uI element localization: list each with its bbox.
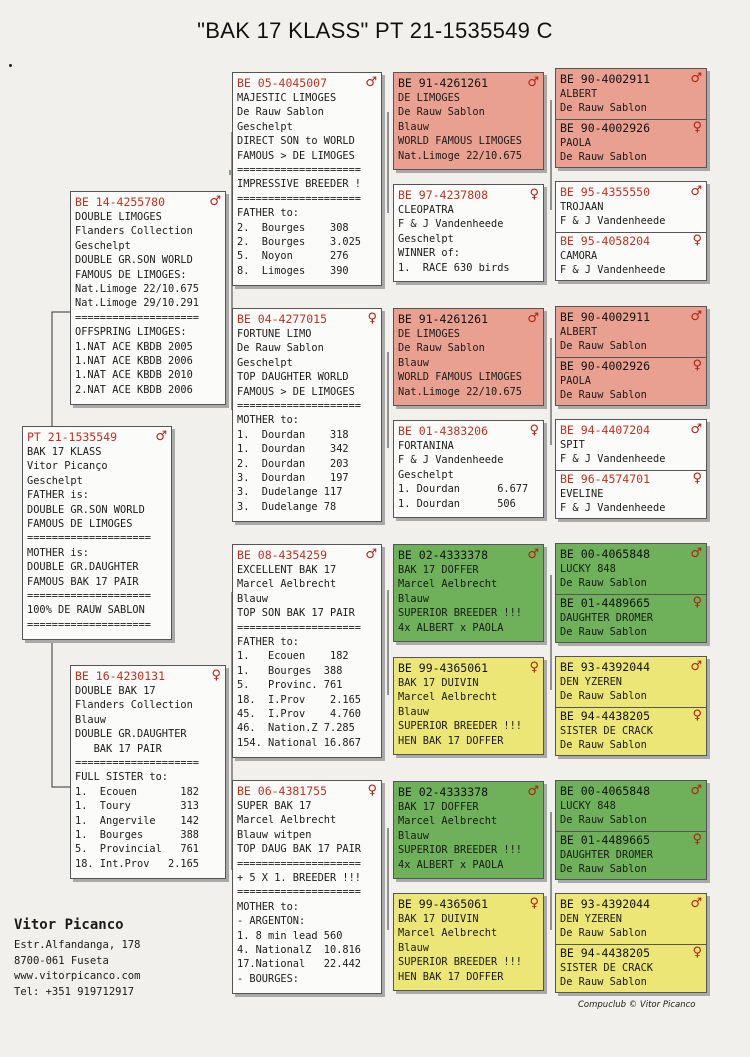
- ring-header: [560, 471, 702, 487]
- pedigree-text-line: FATHER to:: [237, 636, 299, 649]
- pigeon-card[interactable]: [22, 426, 172, 640]
- ring-header: [560, 708, 702, 724]
- pedigree-text-line: SUPERIOR BREEDER !!!: [398, 720, 522, 733]
- pedigree-text-line: F & J Vandenheede: [398, 454, 504, 467]
- separator-line: ====================: [237, 192, 361, 205]
- pedigree-text-line: SPIT: [560, 439, 585, 451]
- ring-header: [398, 311, 539, 327]
- pedigree-text-line: 4. NationalZ 10.816: [237, 944, 361, 957]
- ring-number: BE 96-4574701: [560, 471, 651, 486]
- ring-header: [560, 659, 702, 675]
- pedigree-text-line: BAK 17 DUIVIN: [398, 677, 479, 689]
- male-icon: ♂: [690, 658, 702, 674]
- female-icon: ♀: [692, 944, 702, 960]
- pedigree-text-line: DOUBLE GR.DAUGHTER: [75, 728, 187, 741]
- pigeon-card[interactable]: [232, 780, 382, 994]
- pigeon-pair-card[interactable]: [555, 68, 707, 168]
- page-title: "BAK 17 KLASS" PT 21-1535549 C: [197, 18, 553, 43]
- ring-header: [75, 194, 221, 210]
- pedigree-text-line: De Rauw Sablon: [560, 863, 647, 876]
- pedigree-text-line: PAOLA: [560, 136, 591, 149]
- pedigree-text-line: F & J Vandenheede: [560, 453, 666, 466]
- pedigree-text-line: 18. Int.Prov 2.165: [75, 857, 199, 870]
- pedigree-text-line: TOP SON BAK 17 PAIR: [237, 607, 355, 620]
- pedigree-text-line: BAK 17 DOFFER: [398, 801, 479, 813]
- ring-header: [398, 660, 539, 676]
- pedigree-text-line: SUPERIOR BREEDER !!!: [398, 844, 522, 857]
- ring-header: [560, 546, 702, 562]
- pedigree-text-line: BAK 17 DOFFER: [398, 564, 479, 576]
- pedigree-text-line: F & J Vandenheede: [560, 502, 666, 515]
- pedigree-text-line: F & J Vandenheede: [560, 264, 666, 277]
- ring-header: [560, 120, 702, 136]
- pedigree-text-line: WORLD FAMOUS LIMOGES: [398, 135, 522, 148]
- male-icon: ♂: [690, 895, 702, 911]
- pedigree-text-line: DOUBLE GR.SON WORLD: [27, 503, 145, 516]
- ring-number: BE 02-4333378: [398, 784, 489, 799]
- pedigree-text-line: 1. Dourdan 318: [237, 428, 349, 441]
- ring-number: BE 94-4438205: [560, 708, 651, 723]
- female-icon: ♀: [367, 782, 377, 798]
- pedigree-text-line: DOUBLE LIMOGES: [75, 211, 162, 223]
- pedigree-text-line: BAK 17 DUIVIN: [398, 913, 479, 925]
- separator-line: ====================: [237, 164, 361, 177]
- pedigree-text-line: FAMOUS > DE LIMOGES: [237, 149, 355, 162]
- ring-number: BE 00-4065848: [560, 783, 651, 798]
- pedigree-text-line: De Rauw Sablon: [560, 739, 647, 752]
- female-icon: ♀: [692, 707, 702, 723]
- ring-header: [398, 187, 539, 203]
- ring-header: [560, 233, 702, 249]
- ring-header: [27, 429, 167, 445]
- male-icon: ♂: [690, 782, 702, 798]
- separator-line: ====================: [75, 757, 199, 770]
- pedigree-text-line: 2. Bourges 3.025: [237, 236, 361, 249]
- pigeon-card[interactable]: [232, 308, 382, 522]
- separator-line: ====================: [27, 618, 151, 631]
- ring-number: BE 14-4255780: [75, 194, 166, 209]
- pedigree-text-line: FATHER to:: [237, 207, 299, 220]
- ring-number: BE 04-4277015: [237, 311, 328, 326]
- pedigree-text-line: FAMOUS DE LIMOGES:: [75, 268, 187, 281]
- pedigree-text-line: FULL SISTER to:: [75, 771, 168, 784]
- female-icon: ♀: [692, 357, 702, 373]
- pigeon-card[interactable]: [393, 420, 544, 518]
- pedigree-text-line: De Rauw Sablon: [560, 577, 647, 590]
- male-icon: ♂: [690, 70, 702, 86]
- pedigree-text-line: ALBERT: [560, 88, 598, 100]
- pedigree-text-line: Blauw: [398, 705, 429, 718]
- pedigree-text-line: Nat.Limoge 22/10.675: [75, 283, 199, 296]
- ring-number: BE 90-4002926: [560, 120, 651, 135]
- pedigree-text-line: Blauw witpen: [237, 828, 312, 841]
- pedigree-text-line: 2. Bourges 308: [237, 221, 349, 234]
- pedigree-text-line: Marcel Aelbrecht: [398, 691, 498, 704]
- pedigree-text-line: DEN YZEREN: [560, 913, 622, 925]
- pedigree-text-line: 1.NAT ACE KBDB 2006: [75, 355, 193, 368]
- address-line: 8700-061 Fuseta: [14, 954, 109, 967]
- pedigree-text-line: De Rauw Sablon: [560, 340, 647, 353]
- pedigree-text-line: CLEOPATRA: [398, 204, 454, 216]
- pedigree-text-line: LUCKY 848: [560, 800, 616, 812]
- pedigree-text-line: DEN YZEREN: [560, 676, 622, 688]
- male-icon: ♂: [527, 74, 539, 90]
- pedigree-text-line: SUPERIOR BREEDER !!!: [398, 607, 522, 620]
- pedigree-text-line: EVELINE: [560, 487, 604, 500]
- breeder-address: [14, 938, 140, 1000]
- ring-header: [75, 668, 221, 684]
- pedigree-text-line: Nat.Limoge 22/10.675: [398, 149, 522, 162]
- ring-header: [398, 75, 539, 91]
- ring-number: BE 90-4002911: [560, 309, 651, 324]
- pedigree-text-line: Blauw: [398, 120, 429, 133]
- pedigree-text-line: Blauw: [237, 592, 268, 605]
- pedigree-text-line: SUPERIOR BREEDER !!!: [398, 956, 522, 969]
- pedigree-text-line: 1.NAT ACE KBDB 2010: [75, 369, 193, 382]
- pedigree-text-line: 46. Nation.Z 7.285: [237, 722, 355, 735]
- pedigree-text-line: FORTUNE LIMO: [237, 328, 312, 340]
- pedigree-text-line: SISTER DE CRACK: [560, 961, 653, 974]
- pedigree-text-line: 5. Noyon 276: [237, 250, 349, 263]
- pedigree-text-line: De Rauw Sablon: [560, 626, 647, 639]
- ring-number: BE 93-4392044: [560, 896, 651, 911]
- pedigree-text-line: Geschelpt: [237, 120, 293, 133]
- pigeon-card[interactable]: [70, 191, 226, 405]
- pedigree-text-line: De Rauw Sablon: [560, 927, 647, 940]
- pedigree-text-line: F & J Vandenheede: [398, 218, 504, 231]
- ring-number: BE 05-4045007: [237, 75, 328, 90]
- pedigree-text-line: OFFSPRING LIMOGES:: [75, 326, 187, 339]
- pigeon-card[interactable]: [393, 657, 544, 755]
- pedigree-text-line: Marcel Aelbrecht: [398, 578, 498, 591]
- pedigree-text-line: De Rauw Sablon: [398, 342, 485, 355]
- pedigree-text-line: Marcel Aelbrecht: [398, 815, 498, 828]
- separator-line: ====================: [237, 400, 361, 413]
- ring-header: [237, 783, 377, 799]
- pedigree-text-line: - BOURGES:: [237, 972, 299, 985]
- ring-header: [398, 784, 539, 800]
- pedigree-text-line: De Rauw Sablon: [398, 106, 485, 119]
- ring-number: BE 01-4383206: [398, 423, 489, 438]
- pedigree-text-line: 1. Toury 313: [75, 800, 199, 813]
- pedigree-text-line: 1. Ecouen 182: [237, 650, 349, 663]
- pedigree-text-line: DAUGHTER DROMER: [560, 848, 653, 861]
- separator-line: ====================: [237, 621, 361, 634]
- pedigree-text-line: MOTHER to:: [237, 900, 299, 913]
- phone-number: Tel: +351 919712917: [14, 985, 135, 998]
- separator-line: ====================: [237, 857, 361, 870]
- pedigree-text-line: TOP DAUG BAK 17 PAIR: [237, 843, 361, 856]
- pedigree-text-line: De Rauw Sablon: [237, 106, 324, 119]
- pigeon-pair-card[interactable]: [555, 419, 707, 519]
- separator-line: ====================: [237, 886, 361, 899]
- male-icon: ♂: [365, 546, 377, 562]
- male-icon: ♂: [527, 783, 539, 799]
- female-icon: ♀: [692, 831, 702, 847]
- ring-header: [560, 595, 702, 611]
- ring-number: BE 16-4230131: [75, 668, 166, 683]
- pedigree-text-line: DOUBLE GR.DAUGHTER: [27, 561, 139, 574]
- pedigree-text-line: DAUGHTER DROMER: [560, 611, 653, 624]
- footer-credit: Compuclub © Vitor Picanco: [578, 1000, 696, 1010]
- pedigree-text-line: Blauw: [398, 829, 429, 842]
- pedigree-text-line: Geschelpt: [27, 474, 83, 487]
- pigeon-card[interactable]: [393, 72, 544, 170]
- pedigree-text-line: SUPER BAK 17: [237, 800, 312, 812]
- pedigree-text-line: 4x ALBERT x PAOLA: [398, 858, 504, 871]
- pedigree-text-line: De Rauw Sablon: [560, 814, 647, 827]
- male-icon: ♂: [365, 74, 377, 90]
- pigeon-pair-card[interactable]: [555, 543, 707, 643]
- breeder-name: Vitor Picanco: [14, 917, 124, 933]
- male-icon: ♂: [209, 193, 221, 209]
- pedigree-text-line: LUCKY 848: [560, 563, 616, 575]
- pedigree-text-line: Nat.Limoge 29/10.291: [75, 297, 199, 310]
- pedigree-text-line: + 5 X 1. BREEDER !!!: [237, 872, 361, 885]
- pedigree-text-line: BAK 17 PAIR: [75, 742, 162, 755]
- pedigree-text-line: 5. Provincial 761: [75, 843, 199, 856]
- pigeon-pair-card[interactable]: [555, 181, 707, 281]
- pedigree-text-line: Vitor Picanço: [27, 460, 108, 473]
- ring-number: BE 01-4489665: [560, 595, 651, 610]
- pedigree-text-line: 1. Angervile 142: [75, 814, 199, 827]
- ring-header: [560, 71, 702, 87]
- ring-header: [560, 184, 702, 200]
- pedigree-text-line: Flanders Collection: [75, 699, 193, 712]
- female-icon: ♀: [211, 667, 221, 683]
- ring-number: BE 99-4365061: [398, 896, 489, 911]
- ring-number: BE 02-4333378: [398, 547, 489, 562]
- pedigree-text-line: 1. 8 min lead 560: [237, 929, 343, 942]
- pedigree-text-line: WINNER of:: [398, 247, 460, 260]
- pedigree-text-line: Geschelpt: [398, 468, 454, 481]
- pedigree-text-line: SISTER DE CRACK: [560, 724, 653, 737]
- pedigree-text-line: DOUBLE GR.SON WORLD: [75, 254, 193, 267]
- pigeon-card[interactable]: [393, 781, 544, 879]
- pedigree-text-line: 1. RACE 630 birds: [398, 261, 510, 274]
- pedigree-text-line: ALBERT: [560, 326, 598, 338]
- ring-header: [237, 311, 377, 327]
- ring-header: [560, 783, 702, 799]
- pedigree-text-line: MAJESTIC LIMOGES: [237, 92, 337, 104]
- pedigree-text-line: Blauw: [75, 713, 106, 726]
- ring-number: BE 06-4381755: [237, 783, 328, 798]
- pigeon-card[interactable]: [232, 72, 382, 286]
- pedigree-text-line: 18. I.Prov 2.165: [237, 693, 361, 706]
- pedigree-text-line: PAOLA: [560, 374, 591, 387]
- website-link[interactable]: www.vitorpicanco.com: [14, 970, 141, 982]
- pedigree-text-line: 3. Dudelange 78: [237, 500, 337, 513]
- pedigree-text-line: IMPRESSIVE BREEDER !: [237, 178, 361, 191]
- male-icon: ♂: [690, 183, 702, 199]
- pedigree-text-line: 1. Dourdan 6.677: [398, 483, 529, 496]
- pedigree-text-line: BAK 17 KLASS: [27, 446, 102, 458]
- pedigree-text-line: 5. Provinc. 761: [237, 679, 343, 692]
- pedigree-text-line: Marcel Aelbrecht: [237, 814, 337, 827]
- female-icon: ♀: [692, 232, 702, 248]
- pedigree-text-line: 45. I.Prov 4.760: [237, 708, 361, 721]
- female-icon: ♀: [367, 310, 377, 326]
- female-icon: ♀: [529, 422, 539, 438]
- pedigree-text-line: FAMOUS > DE LIMOGES: [237, 385, 355, 398]
- female-icon: ♀: [529, 895, 539, 911]
- ring-header: [398, 547, 539, 563]
- pedigree-text-line: WORLD FAMOUS LIMOGES: [398, 371, 522, 384]
- female-icon: ♀: [692, 470, 702, 486]
- ring-number: BE 91-4261261: [398, 311, 489, 326]
- pedigree-text-line: 100% DE RAUW SABLON: [27, 604, 145, 617]
- pedigree-text-line: Blauw: [398, 941, 429, 954]
- male-icon: ♂: [527, 546, 539, 562]
- pedigree-text-line: Geschelpt: [237, 356, 293, 369]
- pigeon-pair-card[interactable]: [555, 656, 707, 756]
- pedigree-text-line: 1.NAT ACE KBDB 2005: [75, 340, 193, 353]
- pedigree-text-line: De Rauw Sablon: [560, 102, 647, 115]
- ring-header: [560, 945, 702, 961]
- ring-number: BE 95-4058204: [560, 233, 651, 248]
- pedigree-text-line: 2.NAT ACE KBDB 2006: [75, 383, 193, 396]
- separator-line: ====================: [75, 311, 199, 324]
- pedigree-text-line: 1. Ecouen 182: [75, 785, 199, 798]
- pedigree-text-line: 1. Dourdan 506: [398, 497, 516, 510]
- ring-number: BE 97-4237808: [398, 187, 489, 202]
- pigeon-pair-card[interactable]: [555, 893, 707, 993]
- male-icon: ♂: [155, 428, 167, 444]
- pedigree-text-line: 1. Bourges 388: [75, 829, 199, 842]
- pedigree-text-line: HEN BAK 17 DOFFER: [398, 970, 504, 983]
- pedigree-text-line: Nat.Limoge 22/10.675: [398, 385, 522, 398]
- pedigree-text-line: Geschelpt: [75, 239, 131, 252]
- pedigree-text-line: FORTANINA: [398, 440, 454, 452]
- pigeon-pair-card[interactable]: [555, 306, 707, 406]
- male-icon: ♂: [690, 421, 702, 437]
- ring-header: [560, 896, 702, 912]
- ring-number: BE 99-4365061: [398, 660, 489, 675]
- ring-number: PT 21-1535549: [27, 429, 118, 444]
- pigeon-card[interactable]: [393, 544, 544, 642]
- pedigree-text-line: DE LIMOGES: [398, 328, 460, 340]
- ring-header: [560, 422, 702, 438]
- ring-number: BE 93-4392044: [560, 659, 651, 674]
- ring-header: [560, 832, 702, 848]
- female-icon: ♀: [529, 186, 539, 202]
- ring-number: BE 01-4489665: [560, 832, 651, 847]
- female-icon: ♀: [529, 659, 539, 675]
- male-icon: ♂: [690, 308, 702, 324]
- pigeon-card[interactable]: [393, 893, 544, 991]
- pedigree-text-line: De Rauw Sablon: [560, 690, 647, 703]
- ring-number: BE 90-4002911: [560, 71, 651, 86]
- ring-number: BE 08-4354259: [237, 547, 328, 562]
- ring-header: [237, 547, 377, 563]
- pedigree-text-line: Geschelpt: [398, 232, 454, 245]
- pedigree-text-line: De Rauw Sablon: [560, 151, 647, 164]
- pedigree-text-line: EXCELLENT BAK 17: [237, 564, 337, 576]
- pedigree-text-line: 154. National 16.867: [237, 736, 361, 749]
- separator-line: ====================: [27, 532, 151, 545]
- pedigree-text-line: DE LIMOGES: [398, 92, 460, 104]
- pedigree-text-line: Marcel Aelbrecht: [237, 578, 337, 591]
- pigeon-card[interactable]: [70, 665, 226, 879]
- pedigree-text-line: FAMOUS DE LIMOGES: [27, 518, 133, 531]
- pedigree-text-line: HEN BAK 17 DOFFER: [398, 734, 504, 747]
- pigeon-pair-card[interactable]: [555, 780, 707, 880]
- pedigree-text-line: - ARGENTON:: [237, 915, 306, 928]
- pedigree-text-line: DIRECT SON to WORLD: [237, 135, 355, 148]
- pedigree-text-line: DOUBLE BAK 17: [75, 685, 156, 697]
- pedigree-text-line: 1. Dourdan 342: [237, 443, 349, 456]
- pedigree-text-line: Blauw: [398, 356, 429, 369]
- pedigree-text-line: 8. Limoges 390: [237, 264, 349, 277]
- ring-number: BE 94-4438205: [560, 945, 651, 960]
- female-icon: ♀: [692, 119, 702, 135]
- pedigree-text-line: TOP DAUGHTER WORLD: [237, 371, 349, 384]
- male-icon: ♂: [690, 545, 702, 561]
- ring-header: [398, 896, 539, 912]
- pedigree-text-line: FATHER is:: [27, 489, 89, 502]
- ring-header: [560, 309, 702, 325]
- pedigree-text-line: MOTHER to:: [237, 414, 299, 427]
- female-icon: ♀: [692, 594, 702, 610]
- pigeon-card[interactable]: [232, 544, 382, 758]
- pedigree-text-line: FAMOUS BAK 17 PAIR: [27, 575, 139, 588]
- pedigree-text-line: 2. Dourdan 203: [237, 457, 349, 470]
- pigeon-card[interactable]: [393, 184, 544, 282]
- pedigree-text-line: MOTHER is:: [27, 546, 89, 559]
- ring-header: [560, 358, 702, 374]
- pedigree-text-line: 17.National 22.442: [237, 958, 361, 971]
- pedigree-text-line: Flanders Collection: [75, 225, 193, 238]
- ring-number: BE 94-4407204: [560, 422, 651, 437]
- ring-number: BE 00-4065848: [560, 546, 651, 561]
- pedigree-text-line: Marcel Aelbrecht: [398, 927, 498, 940]
- male-icon: ♂: [527, 310, 539, 326]
- pigeon-card[interactable]: [393, 308, 544, 406]
- ring-number: BE 95-4355550: [560, 184, 651, 199]
- separator-line: ====================: [27, 590, 151, 603]
- address-line: Estr.Alfandanga, 178: [14, 939, 141, 951]
- pedigree-text-line: 1. Bourges 388: [237, 664, 343, 677]
- pedigree-text-line: De Rauw Sablon: [560, 976, 647, 989]
- ring-header: [398, 423, 539, 439]
- pedigree-text-line: Blauw: [398, 592, 429, 605]
- ring-header: [237, 75, 377, 91]
- pedigree-text-line: 3. Dourdan 197: [237, 472, 349, 485]
- pedigree-text-line: De Rauw Sablon: [237, 342, 324, 355]
- pedigree-text-line: TROJAAN: [560, 201, 604, 213]
- pedigree-text-line: F & J Vandenheede: [560, 215, 666, 228]
- pedigree-text-line: De Rauw Sablon: [560, 389, 647, 402]
- ring-number: BE 91-4261261: [398, 75, 489, 90]
- pedigree-text-line: CAMORA: [560, 249, 598, 262]
- pedigree-text-line: 4x ALBERT x PAOLA: [398, 621, 504, 634]
- pedigree-text-line: 3. Dudelange 117: [237, 486, 343, 499]
- ring-number: BE 90-4002926: [560, 358, 651, 373]
